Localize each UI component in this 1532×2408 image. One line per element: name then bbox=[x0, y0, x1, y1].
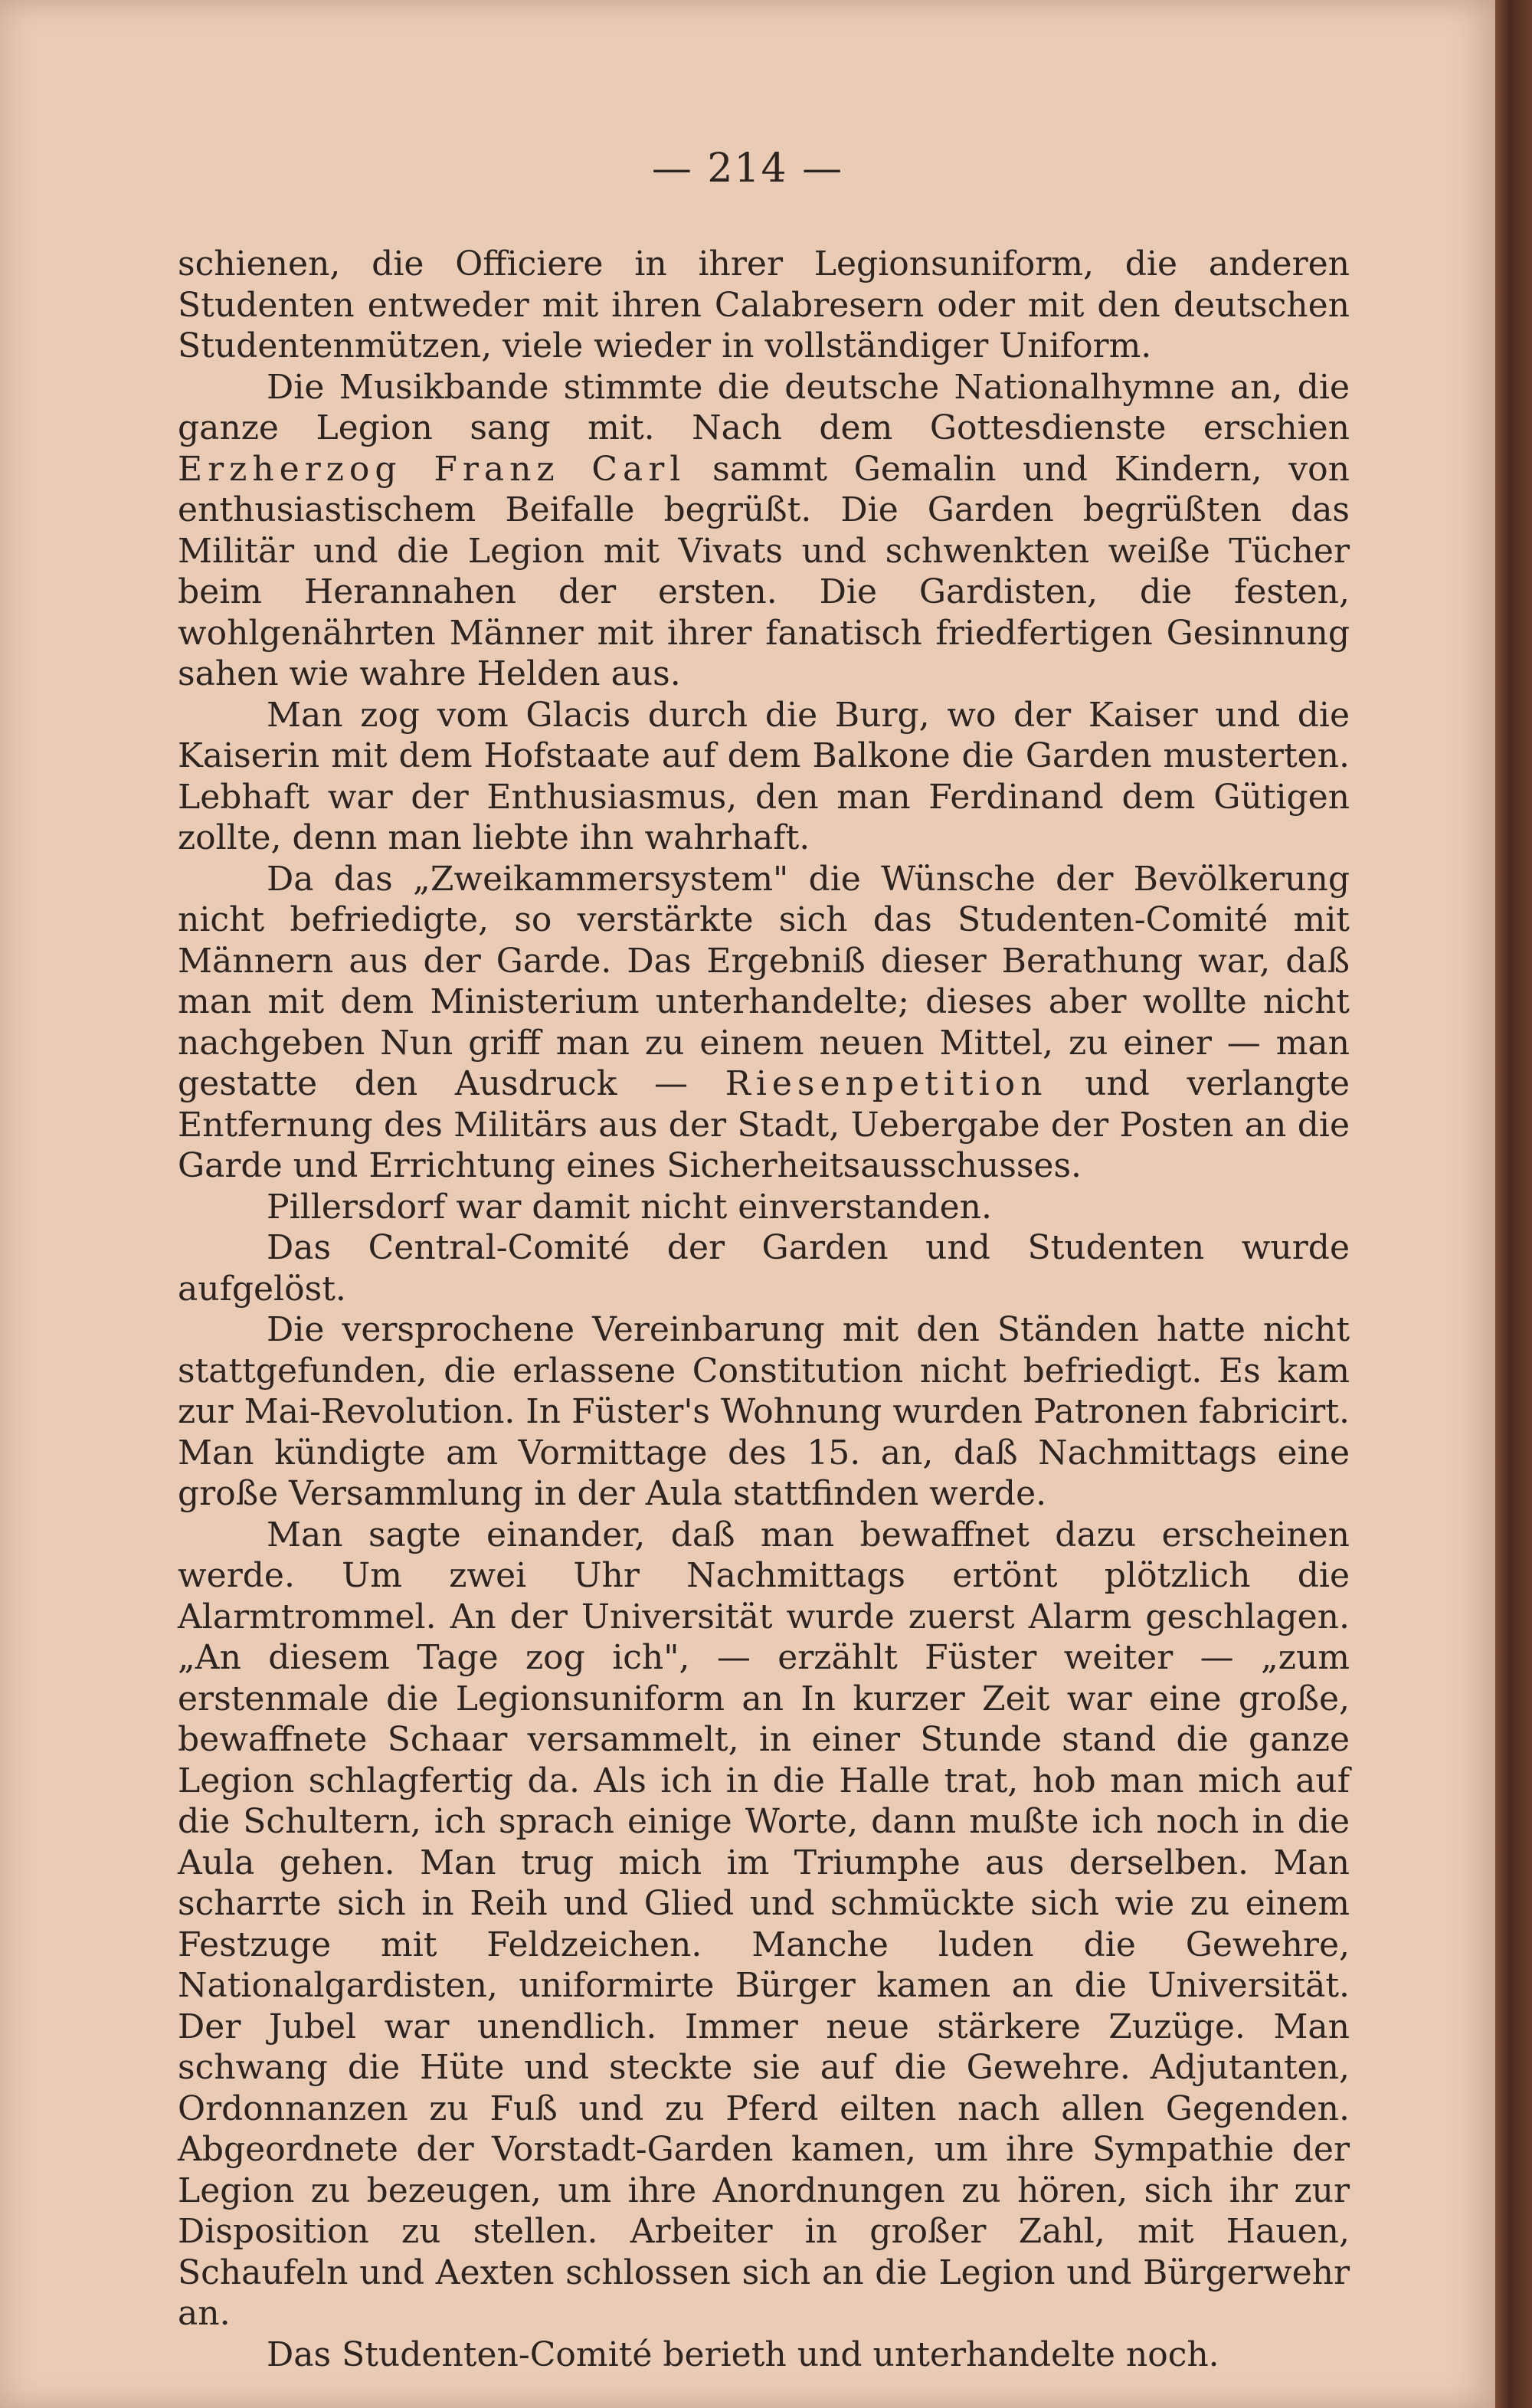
paragraph bbox=[178, 367, 1350, 695]
paragraph-text: Da das „Zweikammersystem" die Wünsche der Bevölkerung nicht befriedigte, so verstärkte sich das Studenten-Comité mit Männern aus der Garde. Das Ergebniß dieser Berathung war, daß man mit dem Ministerium unterhandelte; dieses aber wollte nicht nachgeben Nun griff man zu einem neuen Mittel, zu einer — man gestatte den Ausdruck — bbox=[178, 859, 1350, 1103]
paragraph: Das Central-Comité der Garden und Studenten wurde aufgelöst. bbox=[178, 1228, 1350, 1309]
paragraph-text: sammt Gemalin und Kindern, von enthusiastischem Beifalle begrüßt. Die Garden begrüßten das Militär und die Legion mit Vivats und schwenkten weiße Tücher beim Herannahen der ersten. Die Gardisten, die festen, wohlgenährten Männer mit ihrer fanatisch friedfertigen Gesinnung sahen wie wahre Helden aus. bbox=[178, 449, 1350, 693]
emphasized-term: Riesenpetition bbox=[725, 1064, 1048, 1103]
paragraph-text: Die Musikbande stimmte die deutsche Nationalhymne an, die ganze Legion sang mit. Nach dem Gottesdienste erschien bbox=[178, 367, 1350, 447]
paragraph: Das Studenten-Comité berieth und unterhandelte noch. bbox=[267, 2334, 1219, 2374]
paragraph: Man zog vom Glacis durch die Burg, wo der Kaiser und die Kaiserin mit dem Hofstaate auf dem Balkone die Garden musterten. Lebhaft war der Enthusiasmus, den man Ferdinand dem Gütigen zollte, denn man liebte ihn wahrhaft. bbox=[178, 695, 1350, 857]
page-number: — 214 — bbox=[651, 146, 844, 192]
book-spine-edge bbox=[1495, 0, 1532, 2408]
paragraph: Die versprochene Vereinbarung mit den Ständen hatte nicht stattgefunden, die erlassene Constitution nicht befriedigt. Es kam zur Mai-Revolution. In Füster's Wohnung wurden Patronen fabricirt. Man kündigte am Vormittage des 15. an, daß Nachmittags eine große Versammlung in der Aula stattfinden werde. bbox=[178, 1310, 1350, 1513]
paragraph: schienen, die Officiere in ihrer Legionsuniform, die anderen Studenten entweder mit ihren Calabresern oder mit den deutschen Studentenmützen, viele wieder in vollständiger Uniform. bbox=[178, 244, 1350, 365]
paragraph: Man sagte einander, daß man bewaffnet dazu erscheinen werde. Um zwei Uhr Nachmittags ertönt plötzlich die Alarmtrommel. An der Universität wurde zuerst Alarm geschlagen. „An diesem Tage zog ich", — erzählt Füster weiter — „zum erstenmale die Legionsuniform an In kurzer Zeit war eine große, bewaffnete Schaar versammelt, in einer Stunde stand die ganze Legion schlagfertig da. Als ich in die Halle trat, hob man mich auf die Schultern, ich sprach einige Worte, dann mußte ich noch in die Aula gehen. Man trug mich im Triumphe aus derselben. Man scharrte sich in Reih und Glied und schmückte sich wie zu einem Festzuge mit Feldzeichen. Manche luden die Gewehre, Nationalgardisten, uniformirte Bürger kamen an die Universität. Der Jubel war unendlich. Immer neue stärkere Zuzüge. Man schwang die Hüte und steckte sie auf die Gewehre. Adjutanten, Ordonnanzen zu Fuß und zu Pferd eilten nach allen Gegenden. Abgeordnete der Vorstadt-Garden kamen, um ihre Sympathie der Legion zu bezeugen, um ihre Anordnungen zu hören, sich ihr zur Disposition zu stellen. Arbeiter in großer Zahl, mit Hauen, Schaufeln und Aexten schlossen sich an die Legion und Bürgerwehr an. bbox=[178, 1515, 1350, 2333]
paragraph: Pillersdorf war damit nicht einverstanden. bbox=[267, 1187, 993, 1227]
paragraph bbox=[178, 859, 1350, 1187]
body-text bbox=[178, 244, 1350, 2375]
emphasized-name: Erzherzog Franz Carl bbox=[178, 449, 686, 489]
paragraph-text: und verlangte Entfernung des Militärs aus der Stadt, Uebergabe der Posten an die Garde und Errichtung eines Sicherheitsausschusses. bbox=[178, 1064, 1350, 1185]
